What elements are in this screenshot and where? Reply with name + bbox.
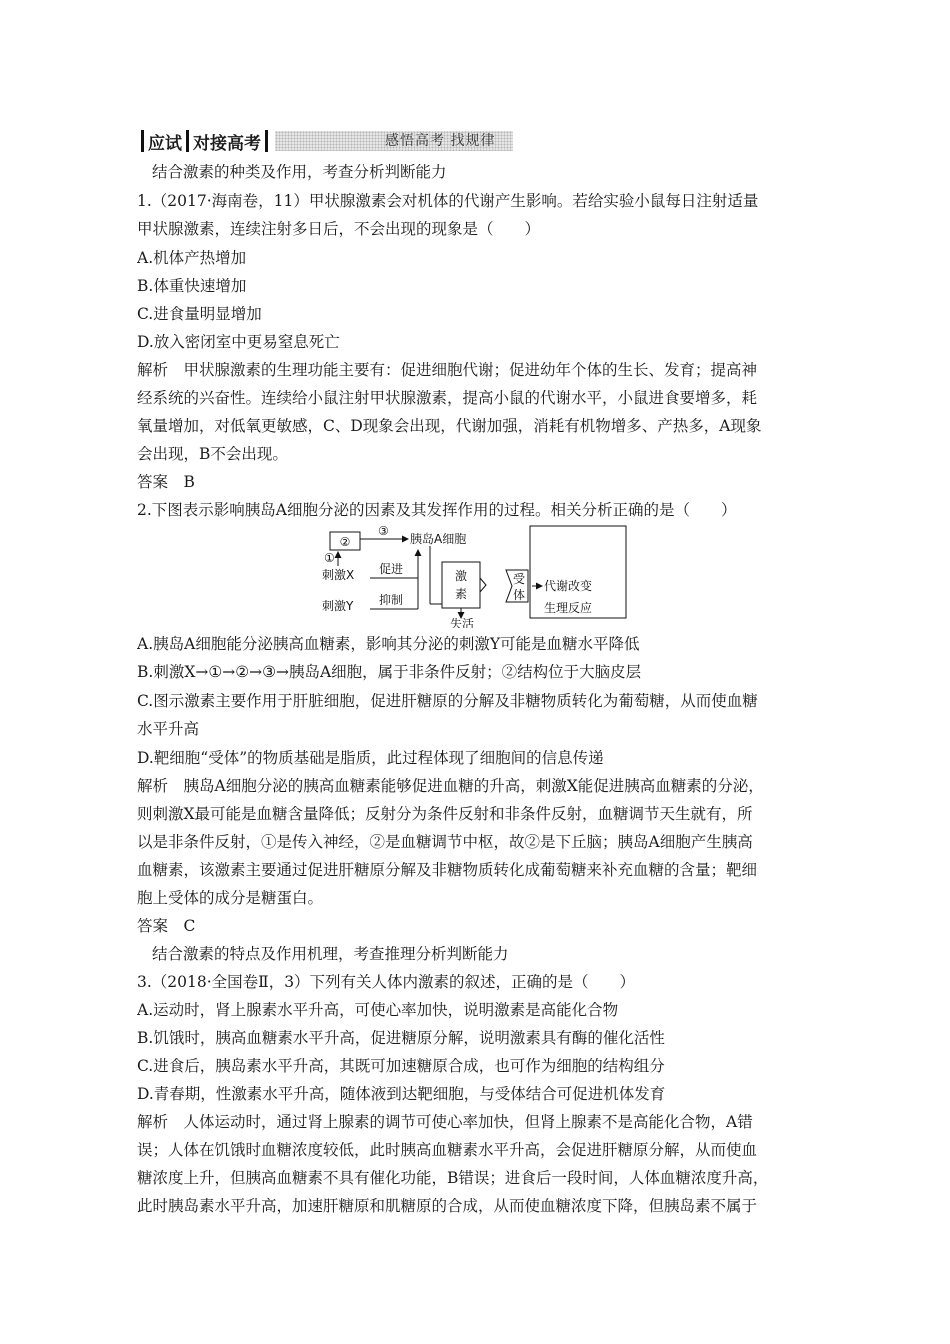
header-slogan: 感悟高考 找规律 [385, 133, 496, 149]
header-label-b: 对接高考 [193, 133, 261, 154]
question-2-option-c: 水平升高 [137, 720, 200, 738]
question-1-analysis: 会出现，B不会出现。 [137, 445, 288, 463]
label-stimulus-y: 刺激Y [322, 599, 354, 613]
label-effect-a: 代谢改变 [544, 579, 593, 593]
section-header-left [137, 128, 272, 154]
question-2-analysis: 以是非条件反射，①是传入神经，②是血糖调节中枢，故②是下丘脑；胰岛A细胞产生胰高 [137, 833, 753, 851]
label-hormone-a: 激 [454, 569, 468, 583]
question-1-analysis: 解析 甲状腺激素的生理功能主要有：促进细胞代谢；促进幼年个体的生长、发育；提高神 [137, 361, 758, 379]
question-1-option-d: D.放入密闭室中更易窒息死亡 [137, 333, 340, 351]
label-hormone-b: 素 [454, 587, 468, 601]
question-3-analysis: 糖浓度上升，但胰高血糖素不具有催化功能，B错误；进食后一段时间，人体血糖浓度升高， [137, 1169, 769, 1187]
header-bar-mark [141, 130, 144, 152]
question-1-answer: 答案 B [137, 473, 195, 491]
hormone-notch [480, 578, 486, 592]
question-2-option-d: D.靶细胞“受体”的物质基础是脂质，此过程体现了细胞间的信息传递 [137, 749, 604, 767]
label-promote: 促进 [379, 562, 404, 576]
header-label-a: 应试 [148, 133, 182, 154]
label-stimulus-x: 刺激X [322, 568, 355, 582]
question-2-analysis: 解析 胰岛A细胞分泌的胰高血糖素能够促进血糖的升高，刺激X能促进胰高血糖素的分泌， [137, 777, 764, 795]
label-inactivate: 失活 [450, 617, 475, 628]
question-2-answer: 答案 C [137, 917, 196, 935]
question-3-stem: 3.（2018·全国卷Ⅱ，3）下列有关人体内激素的叙述，正确的是（ ） [137, 973, 636, 991]
question-2-stem: 2.下图表示影响胰岛A细胞分泌的因素及其发挥作用的过程。相关分析正确的是（ ） [137, 501, 737, 519]
question-1-stem: 1.（2017·海南卷，11）甲状腺激素会对机体的代谢产生影响。若给实验小鼠每日注射适量 [137, 192, 759, 210]
pancreatic-cell-diagram [318, 524, 630, 628]
question-2-analysis: 胞上受体的成分是糖蛋白。 [137, 889, 324, 907]
diagram-svg [318, 524, 630, 628]
question-1-option-a: A.机体产热增加 [137, 249, 247, 267]
question-2-option-c: C.图示激素主要作用于肝脏细胞，促进肝糖原的分解及非糖物质转化为葡萄糖，从而使血糖 [137, 692, 758, 710]
section-subtitle: 结合激素的种类及作用，考查分析判断能力 [152, 163, 447, 181]
label-receptor-a: 受 [512, 572, 526, 586]
label-circle-3: ③ [378, 524, 389, 538]
label-circle-2: ② [339, 535, 351, 549]
question-3-analysis: 此时胰岛素水平升高，加速肝糖原和肌糖原的合成，从而使血糖浓度下降，但胰岛素不属于 [137, 1197, 758, 1215]
header-bar-mark [186, 130, 189, 152]
question-1-stem: 甲状腺激素，连续注射多日后，不会出现的现象是（ ） [137, 220, 541, 238]
label-receptor-b: 体 [512, 588, 526, 602]
question-3-option-a: A.运动时，肾上腺素水平升高，可使心率加快，说明激素是高能化合物 [137, 1001, 619, 1019]
section-subtitle: 结合激素的特点及作用机理，考查推理分析判断能力 [152, 945, 509, 963]
question-2-analysis: 则刺激X最可能是血糖含量降低；反射分为条件反射和非条件反射，血糖调节天生就有，所 [137, 805, 753, 823]
section-header [137, 128, 517, 154]
label-inhibit: 抑制 [379, 593, 404, 607]
question-1-analysis: 氧量增加，对低氧更敏感，C、D现象会出现，代谢加强，消耗有机物增多、产热多，A现象 [137, 417, 762, 435]
question-3-option-b: B.饥饿时，胰高血糖素水平升高，促进糖原分解，说明激素具有酶的催化活性 [137, 1029, 665, 1047]
question-3-option-d: D.青春期，性激素水平升高，随体液到达靶细胞，与受体结合可促进机体发育 [137, 1085, 666, 1103]
label-pancreas-cell: 胰岛A细胞 [410, 532, 467, 546]
question-2-analysis: 血糖素，该激素主要通过促进肝糖原分解及非糖物质转化成葡萄糖来补充血糖的含量；靶细 [137, 861, 758, 879]
label-effect-b: 生理反应 [544, 601, 593, 615]
question-3-option-c: C.进食后，胰岛素水平升高，其既可加速糖原合成，也可作为细胞的结构组分 [137, 1057, 665, 1075]
question-3-analysis: 误；人体在饥饿时血糖浓度较低，此时胰高血糖素水平升高，会促进肝糖原分解，从而使血 [137, 1141, 758, 1159]
header-bar-mark [265, 130, 268, 152]
question-1-analysis: 经系统的兴奋性。连续给小鼠注射甲状腺激素，提高小鼠的代谢水平，小鼠进食要增多，耗 [137, 389, 758, 407]
label-circle-1: ① [324, 551, 335, 565]
question-2-option-a: A.胰岛A细胞能分泌胰高血糖素，影响其分泌的刺激Y可能是血糖水平降低 [137, 635, 640, 653]
question-3-analysis: 解析 人体运动时，通过肾上腺素的调节可使心率加快，但肾上腺素不是高能化合物，A错 [137, 1113, 753, 1131]
question-1-option-c: C.进食量明显增加 [137, 305, 262, 323]
question-2-option-b: B.刺激X→①→②→③→胰岛A细胞，属于非条件反射；②结构位于大脑皮层 [137, 663, 642, 681]
question-1-option-b: B.体重快速增加 [137, 277, 247, 295]
